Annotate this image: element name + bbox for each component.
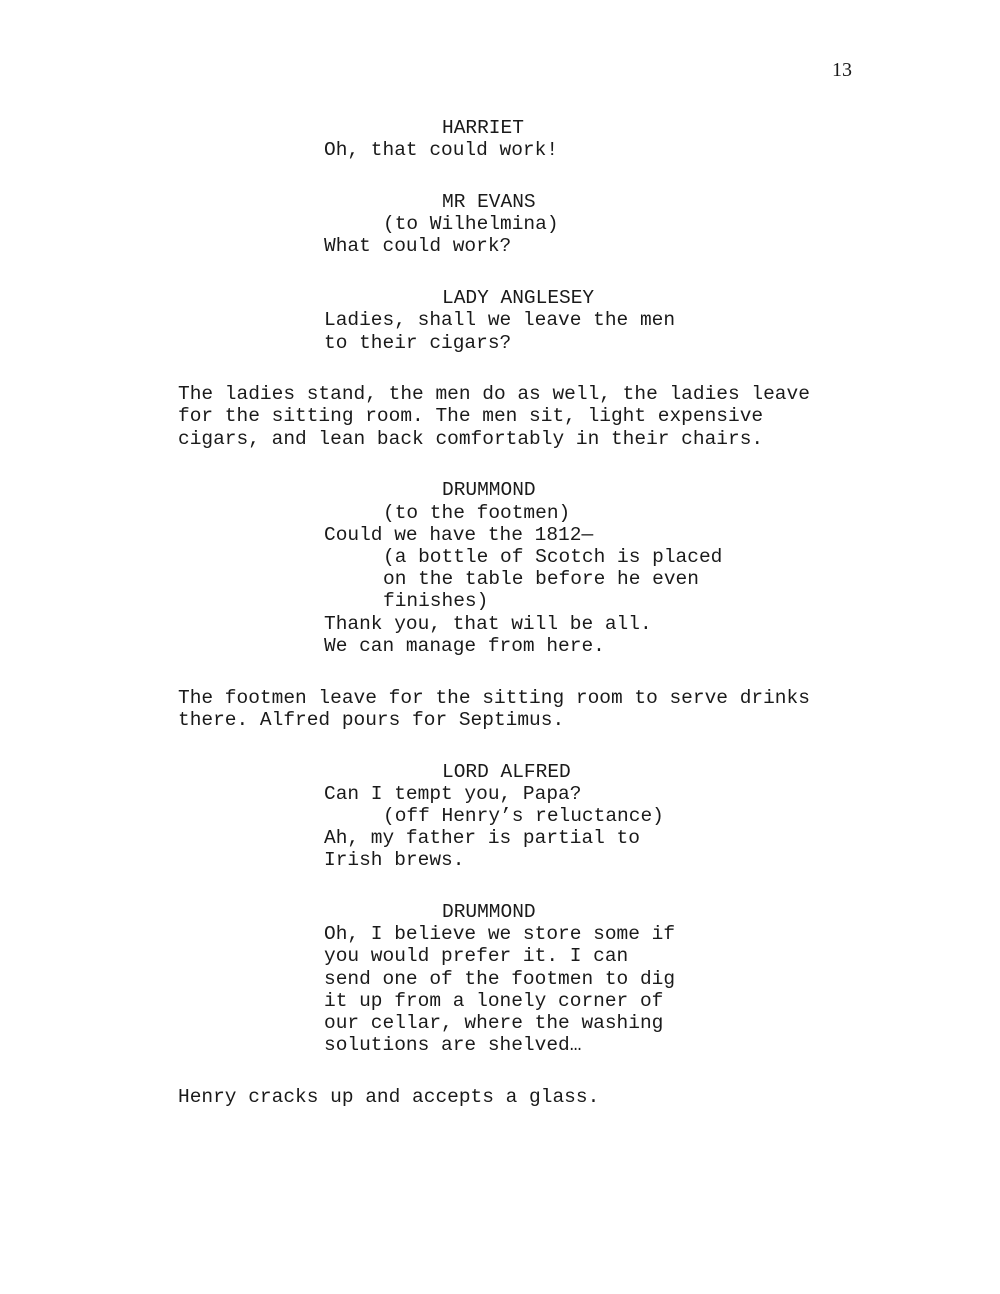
dialogue-line: Ladies, shall we leave the men <box>324 309 676 332</box>
action-line: The ladies stand, the men do as well, the ladies leave <box>178 383 810 406</box>
parenthetical-line: (to the footmen) <box>383 501 571 524</box>
dialogue-block <box>0 191 1000 258</box>
dialogue-block <box>0 479 1000 657</box>
parenthetical-line: finishes) <box>383 590 489 613</box>
page-number: 13 <box>832 59 852 81</box>
dialogue-line: it up from a lonely corner of <box>324 989 664 1012</box>
dialogue-line: send one of the footmen to dig <box>324 967 676 990</box>
dialogue-block <box>0 287 1000 354</box>
dialogue-line: to their cigars? <box>324 331 512 354</box>
dialogue-line: Irish brews. <box>324 849 465 872</box>
action-line: Henry cracks up and accepts a glass. <box>178 1085 600 1108</box>
dialogue-block <box>0 761 1000 872</box>
dialogue-line: solutions are shelved… <box>324 1034 582 1057</box>
character-name: LADY ANGLESEY <box>442 287 595 310</box>
character-name: MR EVANS <box>442 190 536 213</box>
dialogue-line: Oh, that could work! <box>324 139 559 162</box>
dialogue-line: What could work? <box>324 235 512 258</box>
character-name: DRUMMOND <box>442 901 536 924</box>
dialogue-block <box>0 901 1000 1056</box>
action-block <box>0 1086 1000 1108</box>
dialogue-line: Could we have the 1812— <box>324 523 594 546</box>
action-line: for the sitting room. The men sit, light expensive <box>178 405 764 428</box>
dialogue-line: Oh, I believe we store some if <box>324 923 676 946</box>
action-line: there. Alfred pours for Septimus. <box>178 708 565 731</box>
dialogue-line: We can manage from here. <box>324 634 605 657</box>
dialogue-line: Ah, my father is partial to <box>324 827 640 850</box>
parenthetical-line: (off Henry’s reluctance) <box>383 804 664 827</box>
parenthetical-line: (to Wilhelmina) <box>383 213 559 236</box>
screenplay-body <box>0 117 1000 1138</box>
dialogue-line: Thank you, that will be all. <box>324 612 652 635</box>
parenthetical-line: on the table before he even <box>383 568 699 591</box>
dialogue-line: Can I tempt you, Papa? <box>324 782 582 805</box>
dialogue-line: you would prefer it. I can <box>324 945 629 968</box>
character-name: DRUMMOND <box>442 479 536 502</box>
character-name: HARRIET <box>442 117 524 139</box>
dialogue-line: our cellar, where the washing <box>324 1011 664 1034</box>
character-name: LORD ALFRED <box>442 760 571 783</box>
action-line: The footmen leave for the sitting room to serve drinks <box>178 686 810 709</box>
action-block <box>0 383 1000 450</box>
action-line: cigars, and lean back comfortably in their chairs. <box>178 427 764 450</box>
parenthetical-line: (a bottle of Scotch is placed <box>383 546 723 568</box>
dialogue-block <box>0 117 1000 161</box>
action-block <box>0 687 1000 731</box>
